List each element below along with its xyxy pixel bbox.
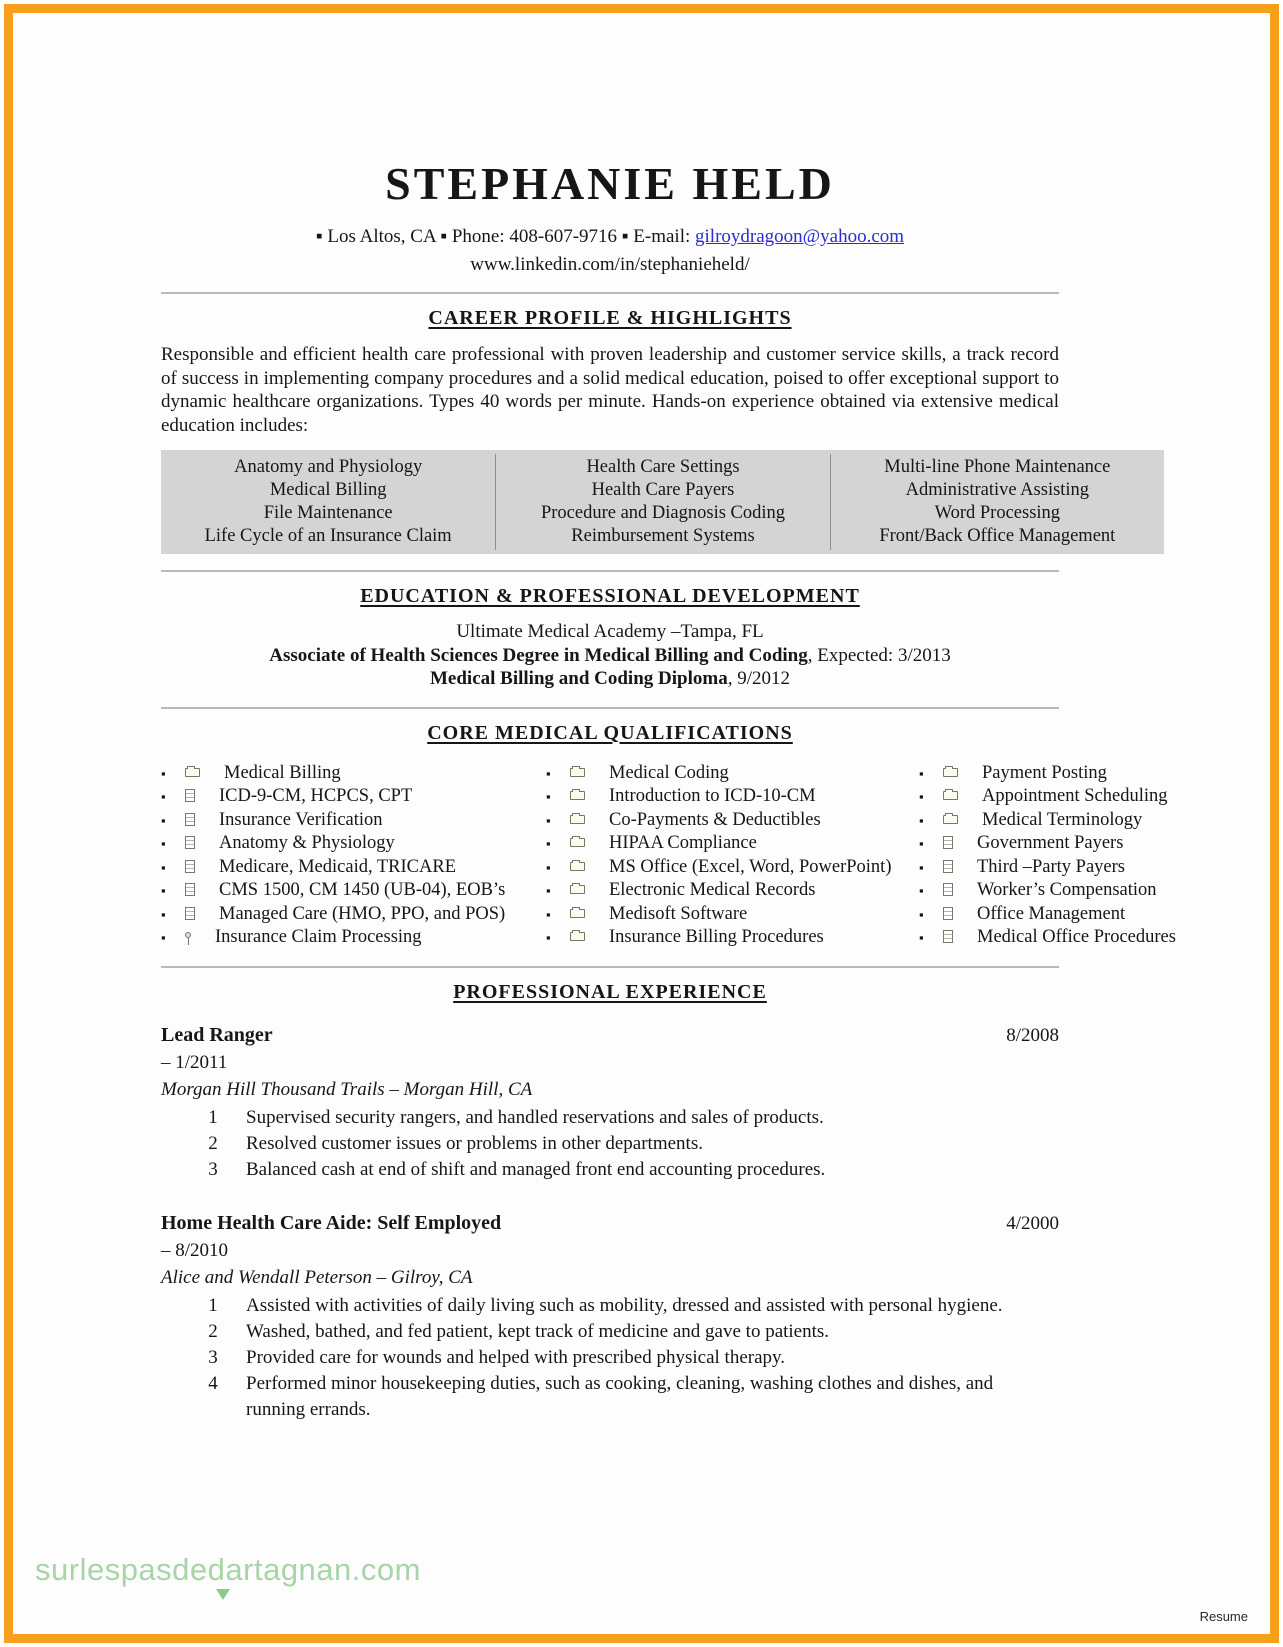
qualification-label: Medical Billing (224, 762, 341, 783)
list-number: 2 (208, 1132, 218, 1154)
degree-date: , Expected: 3/2013 (807, 644, 951, 666)
bullet-icon: ▪ (161, 812, 166, 828)
qualification-label: Government Payers (977, 833, 1124, 853)
skill-item: Multi-line Phone Maintenance (884, 457, 1111, 477)
document-icon (943, 883, 953, 896)
bullet-icon: ▪ (546, 930, 551, 945)
qualification-label: Insurance Claim Processing (215, 927, 422, 947)
folder-icon (570, 791, 585, 800)
folder-icon (570, 768, 585, 777)
bullet-icon: ▪ (161, 930, 166, 945)
qualification-label: Medicare, Medicaid, TRICARE (219, 856, 457, 877)
qualification-item (161, 879, 546, 903)
company-location: – Gilroy, CA (371, 1266, 473, 1288)
watermark-text: surlespasdedartagnan.com (35, 1552, 421, 1587)
skill-item: Health Care Settings (586, 457, 740, 477)
qualification-item (919, 762, 1211, 786)
job-company-line (161, 1078, 1059, 1101)
document-icon (185, 789, 195, 802)
contact-line (161, 225, 1059, 248)
education-block (161, 620, 1059, 691)
qualification-item (546, 762, 919, 786)
company-name: Morgan Hill Thousand Trails (161, 1078, 385, 1100)
bullet-icon: ▪ (919, 812, 924, 828)
qualification-item (919, 879, 1211, 903)
qualification-label: Third –Party Payers (977, 856, 1125, 877)
qualification-label: Appointment Scheduling (982, 786, 1168, 806)
job-title: Home Health Care Aide: Self Employed (161, 1211, 502, 1234)
email-link[interactable]: gilroydragoon@yahoo.com (695, 226, 905, 247)
career-summary: Responsible and efficient health care professional with proven leadership and customer service skills, a track record of success in implementing company procedures and a solid medical education, poised to offer exceptional support to dynamic healthcare organizations. Types 40 words per minute. Hands-on experience obtained via extensive medical education includes: (161, 344, 1059, 436)
folder-icon (570, 932, 585, 941)
folder-icon (185, 768, 200, 777)
job-end-date: – 8/2010 (161, 1239, 229, 1261)
qualification-label: Medical Office Procedures (977, 927, 1176, 947)
company-name: Alice and Wendall Peterson (161, 1266, 372, 1288)
job-entry (161, 1023, 1059, 1183)
bullet-icon: ▪ (546, 836, 551, 851)
document-icon (943, 930, 953, 943)
resume-page (13, 13, 1270, 1634)
folder-icon (943, 815, 958, 824)
bullet-icon: ▪ (919, 836, 924, 851)
bullet-icon: ▪ (919, 765, 924, 781)
bullet-icon: ▪ (546, 812, 551, 828)
qualification-item (919, 809, 1211, 833)
qualification-item (919, 903, 1211, 927)
qualification-item (161, 856, 546, 880)
qualifications-column (546, 762, 919, 950)
qualification-item (546, 903, 919, 927)
qualification-label: Office Management (977, 903, 1126, 924)
list-item (206, 1157, 1059, 1183)
qualification-item (546, 809, 919, 833)
job-header (161, 1211, 1059, 1236)
folder-icon (943, 791, 958, 800)
qualification-item (161, 762, 546, 786)
bullet-icon: ▪ (546, 789, 551, 804)
skill-item: Anatomy and Physiology (234, 457, 423, 477)
list-item (206, 1293, 1059, 1319)
pin-icon (185, 932, 191, 938)
skill-item: Medical Billing (269, 480, 387, 500)
education-degree (161, 644, 1059, 668)
linkedin-url: www.linkedin.com/in/stephanieheld/ (470, 254, 750, 275)
contact-prefix: ▪ Los Altos, CA ▪ Phone: 408-607-9716 ▪ E-mail: (315, 226, 696, 247)
skills-column (161, 454, 495, 550)
list-number: 1 (208, 1106, 218, 1128)
qualification-item (161, 832, 546, 856)
experience-heading: PROFESSIONAL EXPERIENCE (453, 980, 767, 1003)
document-icon (943, 907, 953, 920)
document-icon (185, 907, 195, 920)
education-school: Ultimate Medical Academy –Tampa, FL (456, 621, 764, 642)
job-company-line (161, 1266, 1059, 1289)
folder-icon (943, 768, 958, 777)
folder-icon (570, 862, 585, 871)
skills-table (161, 450, 1164, 554)
job-duties-list (161, 1293, 1059, 1423)
qualification-item (919, 785, 1211, 809)
qualification-label: Payment Posting (982, 762, 1107, 783)
job-duties-list (161, 1105, 1059, 1183)
list-number: 1 (208, 1294, 218, 1316)
qualification-item (161, 785, 546, 809)
qualification-label: Managed Care (HMO, PPO, and POS) (219, 903, 506, 924)
qualification-label: CMS 1500, CM 1450 (UB-04), EOB’s (219, 880, 506, 900)
qualification-label: Medical Terminology (982, 809, 1143, 830)
bullet-icon: ▪ (919, 930, 924, 945)
company-location: – Morgan Hill, CA (384, 1078, 533, 1100)
section-divider (161, 966, 1059, 968)
bullet-icon: ▪ (546, 859, 551, 875)
folder-icon (570, 909, 585, 918)
skill-item: Front/Back Office Management (879, 526, 1116, 546)
bullet-icon: ▪ (161, 906, 166, 922)
folder-icon (570, 838, 585, 847)
duty-text: Resolved customer issues or problems in other departments. (246, 1132, 703, 1154)
duty-text: Provided care for wounds and helped with prescribed physical therapy. (246, 1346, 786, 1368)
document-icon (185, 860, 195, 873)
document-icon (943, 836, 953, 849)
qualification-item (161, 926, 546, 950)
skill-item: Administrative Assisting (905, 480, 1090, 500)
list-item (206, 1131, 1059, 1157)
qualification-label: Co-Payments & Deductibles (609, 809, 821, 830)
qualification-item (919, 832, 1211, 856)
document-icon (185, 813, 195, 826)
list-number: 3 (208, 1346, 218, 1368)
qualification-item (919, 926, 1211, 950)
skills-column (495, 454, 829, 550)
duty-text: Supervised security rangers, and handled reservations and sales of products. (246, 1106, 824, 1128)
list-item (206, 1105, 1059, 1131)
skill-item: Procedure and Diagnosis Coding (540, 503, 786, 523)
qualification-label: Insurance Billing Procedures (609, 927, 824, 947)
qualification-label: Electronic Medical Records (609, 880, 816, 900)
job-header (161, 1023, 1059, 1048)
bullet-icon: ▪ (919, 859, 924, 875)
document-icon (943, 860, 953, 873)
footer-resume-label: Resume (1199, 1609, 1248, 1624)
qualification-item (546, 879, 919, 903)
bullet-icon: ▪ (161, 836, 166, 851)
bullet-icon: ▪ (919, 906, 924, 922)
qualification-item (161, 903, 546, 927)
document-icon (185, 836, 195, 849)
skill-item: Health Care Payers (591, 480, 735, 500)
qualification-label: MS Office (Excel, Word, PowerPoint) (609, 856, 892, 877)
qualification-item (919, 856, 1211, 880)
job-start-date: 4/2000 (1006, 1212, 1059, 1234)
qualification-item (546, 856, 919, 880)
watermark-arrow-icon (216, 1589, 230, 1600)
job-end-date: – 1/2011 (161, 1051, 228, 1073)
section-divider (161, 707, 1059, 709)
duty-text: Assisted with activities of daily living such as mobility, dressed and assisted with personal hygiene. (246, 1294, 1003, 1316)
job-title: Lead Ranger (161, 1023, 273, 1046)
bullet-icon: ▪ (161, 765, 166, 781)
bullet-icon: ▪ (919, 789, 924, 804)
qualification-item (546, 832, 919, 856)
skill-item: Life Cycle of an Insurance Claim (204, 526, 452, 546)
degree-title: Associate of Health Sciences Degree in Medical Billing and Coding (269, 644, 808, 666)
qualification-label: Medisoft Software (609, 903, 748, 924)
bullet-icon: ▪ (546, 883, 551, 898)
section-divider (161, 570, 1059, 572)
list-number: 2 (208, 1320, 218, 1342)
duty-text: Balanced cash at end of shift and managed front end accounting procedures. (246, 1158, 826, 1180)
qualification-label: HIPAA Compliance (609, 833, 757, 853)
resume-content (13, 13, 1270, 1423)
bullet-icon: ▪ (919, 883, 924, 898)
list-number: 4 (208, 1372, 218, 1394)
qualifications-heading: CORE MEDICAL QUALIFICATIONS (427, 721, 793, 744)
qualification-label: Worker’s Compensation (977, 880, 1157, 900)
qualification-item (546, 926, 919, 950)
skill-item: File Maintenance (263, 503, 393, 523)
qualification-label: Introduction to ICD-10-CM (609, 786, 816, 806)
qualifications-column (161, 762, 546, 950)
job-entry (161, 1211, 1059, 1423)
bullet-icon: ▪ (161, 859, 166, 875)
section-divider (161, 292, 1059, 294)
job-start-date: 8/2008 (1006, 1024, 1059, 1046)
qualification-label: ICD-9-CM, HCPCS, CPT (219, 786, 413, 806)
folder-icon (570, 815, 585, 824)
qualification-label: Medical Coding (609, 762, 729, 783)
diploma-date: , 9/2012 (727, 668, 790, 689)
candidate-name: STEPHANIE HELD (385, 158, 835, 209)
qualification-label: Anatomy & Physiology (219, 833, 395, 853)
skills-column (830, 454, 1164, 550)
education-heading: EDUCATION & PROFESSIONAL DEVELOPMENT (360, 585, 860, 607)
bullet-icon: ▪ (546, 906, 551, 922)
folder-icon (570, 885, 585, 894)
bullet-icon: ▪ (546, 765, 551, 781)
skill-item: Reimbursement Systems (571, 526, 755, 546)
bullet-icon: ▪ (161, 789, 166, 804)
qualification-item (546, 785, 919, 809)
skill-item: Word Processing (934, 503, 1061, 523)
career-profile-heading: CAREER PROFILE & HIGHLIGHTS (428, 307, 792, 329)
qualifications-column (919, 762, 1211, 950)
duty-text: Washed, bathed, and fed patient, kept track of medicine and gave to patients. (246, 1320, 830, 1342)
duty-text: Performed minor housekeeping duties, such as cooking, cleaning, washing clothes and dishes, and running errands. (246, 1372, 994, 1420)
list-item (206, 1319, 1059, 1345)
list-number: 3 (208, 1158, 218, 1180)
education-diploma (161, 667, 1059, 691)
page-border (4, 4, 1279, 1643)
diploma-title: Medical Billing and Coding Diploma (429, 668, 728, 689)
bullet-icon: ▪ (161, 883, 166, 898)
qualifications-grid (161, 762, 1209, 950)
qualification-item (161, 809, 546, 833)
list-item (206, 1345, 1059, 1371)
qualification-label: Insurance Verification (219, 809, 383, 830)
document-icon (185, 883, 195, 896)
list-item (206, 1371, 1059, 1423)
